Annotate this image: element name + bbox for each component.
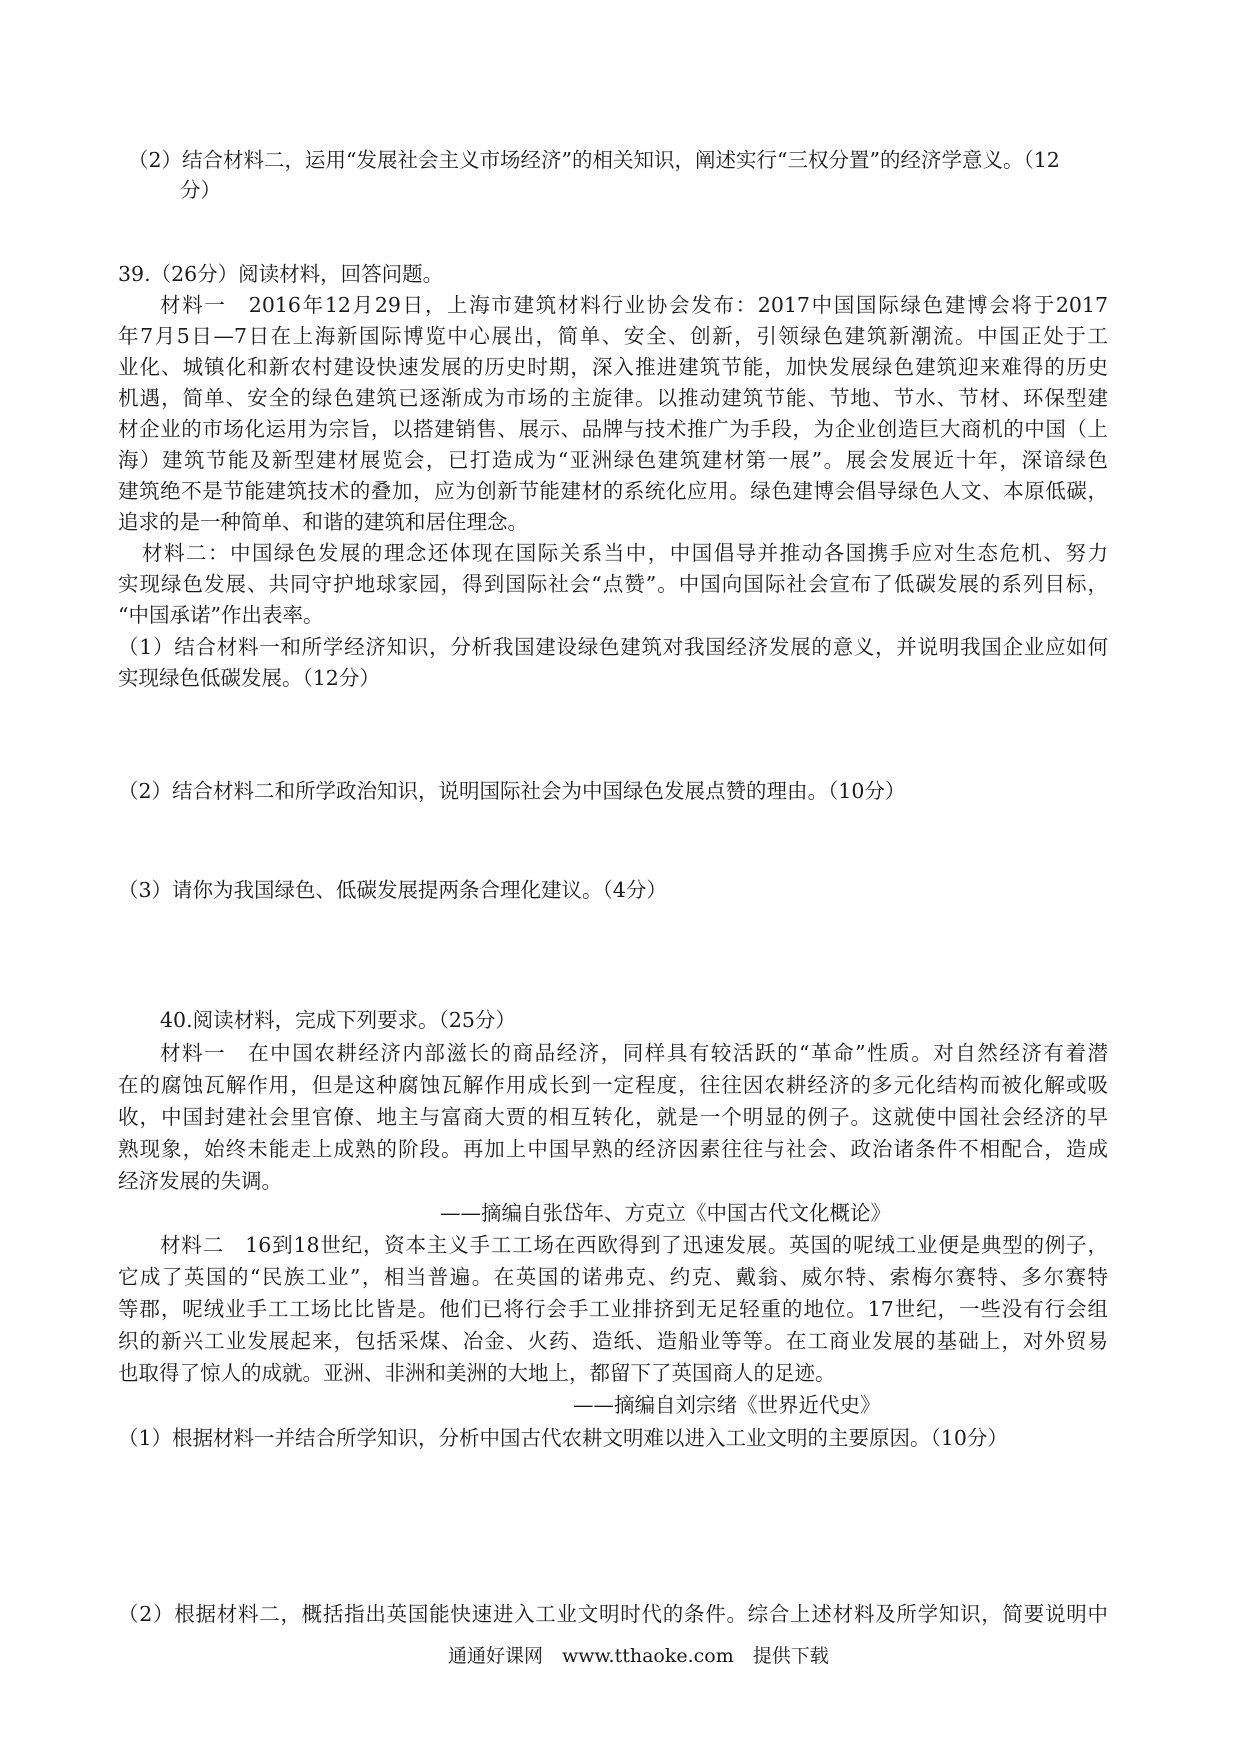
q40-material2-line: 材料二 16到18世纪，资本主义手工工场在西欧得到了迅速发展。英国的呢绒工业便是典型的例子， (160, 1233, 1108, 1257)
q40-header: 40.阅读材料，完成下列要求。（25分） (160, 1008, 516, 1032)
q38-part2-line2: 分） (180, 178, 221, 202)
q40-part1: （1）根据材料一并结合所学知识，分析中国古代农耕文明难以进入工业文明的主要原因。（10分） (118, 1426, 1008, 1450)
q39-material2-line: 实现绿色发展、共同守护地球家园，得到国际社会“点赞”。中国向国际社会宣布了低碳发展的系列目标， (118, 572, 1108, 596)
q40-material2-line: 也取得了惊人的成就。亚洲、非洲和美洲的大地上，都留下了英国商人的足迹。 (118, 1361, 836, 1385)
q40-part2: （2）根据材料二，概括指出英国能快速进入工业文明时代的条件。综合上述材料及所学知识，简要说明中 (118, 1602, 1108, 1626)
q39-part1-line: 实现绿色低碳发展。（12分） (118, 666, 380, 690)
q40-material1-line: 收，中国封建社会里官僚、地主与富商大贾的相互转化，就是一个明显的例子。这就使中国社会经济的早 (118, 1105, 1108, 1129)
q40-material1-line: 材料一 在中国农耕经济内部滋长的商品经济，同样具有较活跃的“革命”性质。对自然经济有着潜 (160, 1041, 1108, 1065)
q39-material1-line: 机遇，简单、安全的绿色建筑已逐渐成为市场的主旋律。以推动建筑节能、节地、节水、节材、环保型建 (118, 386, 1108, 410)
page-footer: 通通好课网 www.tthaoke.com 提供下载 (448, 1645, 829, 1667)
q39-part1-line: （1）结合材料一和所学经济知识，分析我国建设绿色建筑对我国经济发展的意义，并说明我国企业应如何 (118, 635, 1108, 659)
q40-material1-line: 经济发展的失调。 (118, 1169, 282, 1193)
q39-material1-line: 材企业的市场化运用为宗旨，以搭建销售、展示、品牌与技术推广为手段，为企业创造巨大商机的中国（上 (118, 417, 1108, 441)
q39-material2-line: “中国承诺”作出表率。 (118, 603, 324, 627)
q40-source2: ——摘编自刘宗绪《世界近代史》 (573, 1393, 881, 1417)
q39-material1-line: 海）建筑节能及新型建材展览会，已打造成为“亚洲绿色建筑建材第一展”。展会发展近十年，深谙绿色 (118, 448, 1108, 472)
q40-material1-line: 熟现象，始终未能走上成熟的阶段。再加上中国早熟的经济因素往往与社会、政治诸条件不相配合，造成 (118, 1137, 1108, 1161)
q40-material1-line: 在的腐蚀瓦解作用，但是这种腐蚀瓦解作用成长到一定程度，往往因农耕经济的多元化结构而被化解或吸 (118, 1073, 1108, 1097)
q39-material1-line: 业化、城镇化和新农村建设快速发展的历史时期，深入推进建筑节能，加快发展绿色建筑迎来难得的历史 (118, 355, 1108, 379)
q40-material2-line: 它成了英国的“民族工业”，相当普遍。在英国的诺弗克、约克、戴翁、威尔特、索梅尔赛特、多尔赛特 (118, 1265, 1108, 1289)
q40-source1: ——摘编自张岱年、方克立《中国古代文化概论》 (440, 1201, 891, 1225)
q39-part3: （3）请你为我国绿色、低碳发展提两条合理化建议。（4分） (118, 878, 667, 902)
q39-material1-line: 建筑绝不是节能建筑技术的叠加，应为创新节能建材的系统化应用。绿色建博会倡导绿色人文、本原低碳， (118, 479, 1108, 503)
q39-material1-line: 追求的是一种简单、和谐的建筑和居住理念。 (118, 510, 528, 534)
q39-material1-line: 年7月5日—7日在上海新国际博览中心展出，简单、安全、创新，引领绿色建筑新潮流。中国正处于工 (118, 324, 1108, 348)
q40-material2-line: 等郡，呢绒业手工工场比比皆是。他们已将行会手工业排挤到无足轻重的地位。17世纪，一些没有行会组 (118, 1297, 1108, 1321)
q40-material2-line: 织的新兴工业发展起来，包括采煤、冶金、火药、造纸、造船业等等。在工商业发展的基础上，对外贸易 (118, 1329, 1108, 1353)
q38-part2-line1: （2）结合材料二，运用“发展社会主义市场经济”的相关知识，阐述实行“三权分置”的经济学意义。（12 (128, 148, 1060, 172)
q39-header: 39.（26分）阅读材料，回答问题。 (118, 262, 444, 286)
q39-material1-line: 材料一 2016年12月29日，上海市建筑材料行业协会发布：2017中国国际绿色建博会将于2017 (160, 293, 1108, 317)
q39-part2: （2）结合材料二和所学政治知识，说明国际社会为中国绿色发展点赞的理由。（10分） (118, 779, 906, 803)
q39-material2-line: 材料二：中国绿色发展的理念还体现在国际关系当中，中国倡导并推动各国携手应对生态危机、努力 (142, 541, 1108, 565)
